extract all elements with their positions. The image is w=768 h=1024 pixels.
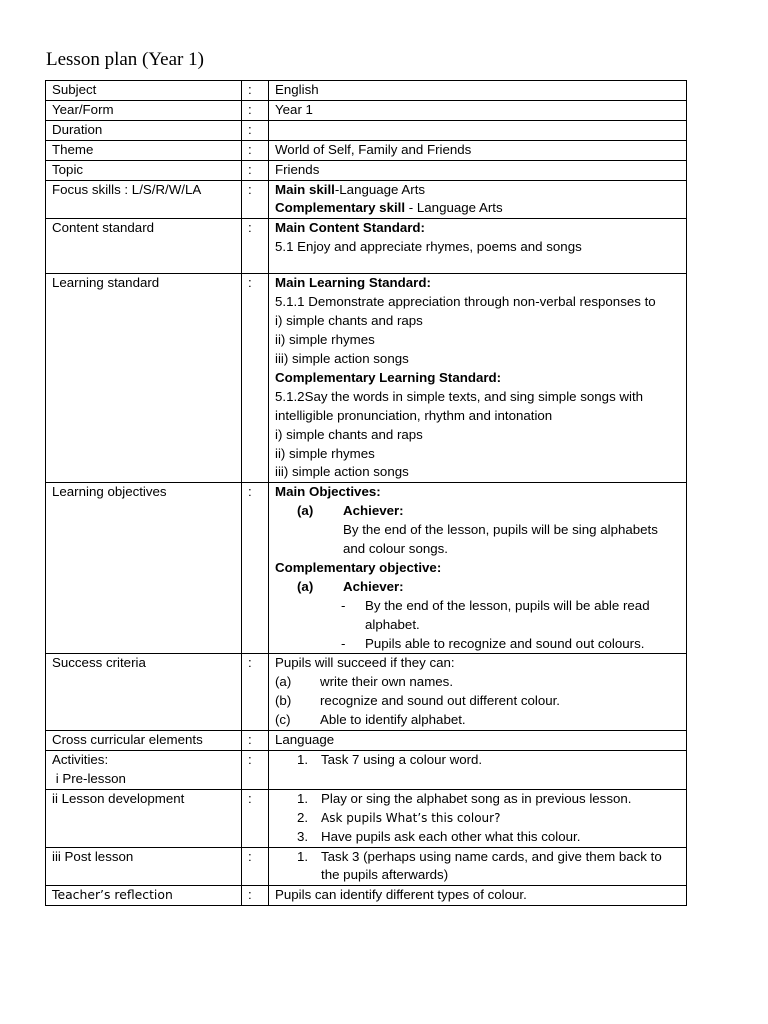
comp-learning-heading: Complementary Learning Standard: xyxy=(275,369,502,385)
main-objective-text: and colour songs. xyxy=(343,541,448,557)
row-activities xyxy=(46,751,687,790)
pre-lesson-value xyxy=(269,751,687,790)
colon: : xyxy=(242,81,269,101)
theme-value: World of Self, Family and Friends xyxy=(269,140,687,160)
row-year xyxy=(46,100,687,120)
activities-label xyxy=(46,751,242,790)
row-post-lesson xyxy=(46,847,687,886)
step-text: Have pupils ask each other what this colour. xyxy=(321,828,581,844)
year-value: Year 1 xyxy=(269,100,687,120)
criteria-marker: (c) xyxy=(275,712,291,728)
main-learning-line: i) simple chants and raps xyxy=(275,313,423,329)
content-label: Content standard xyxy=(46,219,242,274)
colon: : xyxy=(242,886,269,906)
comp-objective-item: By the end of the lesson, pupils will be able read xyxy=(365,597,650,613)
step-number: 3. xyxy=(297,828,309,844)
step-number: 2. xyxy=(297,809,309,825)
objective-marker: (a) xyxy=(297,578,314,594)
reflection-value: Pupils can identify different types of colour. xyxy=(269,886,687,906)
row-lesson-development xyxy=(46,789,687,847)
cross-value: Language xyxy=(269,731,687,751)
content-text: 5.1 Enjoy and appreciate rhymes, poems and songs xyxy=(275,239,582,255)
step-text: the pupils afterwards) xyxy=(321,867,449,883)
row-learning-objectives xyxy=(46,483,687,654)
content-value xyxy=(269,219,687,274)
topic-value: Friends xyxy=(269,160,687,180)
row-focus-skills xyxy=(46,180,687,219)
colon: : xyxy=(242,789,269,847)
main-objective-text: By the end of the lesson, pupils will be sing alphabets xyxy=(343,522,658,538)
criteria-item: write their own names. xyxy=(320,674,454,690)
step-text: Task 7 using a colour word. xyxy=(321,752,483,767)
year-label: Year/Form xyxy=(46,100,242,120)
dash-marker: - xyxy=(341,597,346,613)
theme-label: Theme xyxy=(46,140,242,160)
objectives-label: Learning objectives xyxy=(46,483,242,654)
objective-marker: (a) xyxy=(297,503,314,519)
pre-lesson-label: i Pre-lesson xyxy=(52,770,126,786)
main-skill-heading: Main skill xyxy=(275,181,335,197)
success-label: Success criteria xyxy=(46,654,242,731)
objectives-value xyxy=(269,483,687,654)
main-skill-text: -Language Arts xyxy=(334,181,426,197)
colon: : xyxy=(242,160,269,180)
colon: : xyxy=(242,120,269,140)
comp-learning-line: 5.1.2Say the words in simple texts, and sing simple songs with xyxy=(275,388,644,404)
colon: : xyxy=(242,654,269,731)
cross-label: Cross curricular elements xyxy=(46,731,242,751)
criteria-item: Able to identify alphabet. xyxy=(320,712,466,728)
criteria-marker: (a) xyxy=(275,674,292,690)
comp-learning-line: intelligible pronunciation, rhythm and intonation xyxy=(275,407,553,423)
main-learning-line: iii) simple action songs xyxy=(275,350,409,366)
row-learning-standard xyxy=(46,274,687,483)
colon: : xyxy=(242,100,269,120)
page-title: Lesson plan (Year 1) xyxy=(46,49,204,70)
main-learning-line: ii) simple rhymes xyxy=(275,332,375,348)
activities-heading: Activities: xyxy=(52,752,109,767)
comp-learning-line: i) simple chants and raps xyxy=(275,426,423,442)
dash-marker: - xyxy=(341,635,346,651)
comp-learning-line: iii) simple action songs xyxy=(275,464,409,480)
comp-objective-heading: Complementary objective: xyxy=(275,559,442,575)
row-success-criteria xyxy=(46,654,687,731)
comp-objective-item: Pupils able to recognize and sound out colours. xyxy=(365,635,645,651)
development-label: ii Lesson development xyxy=(46,789,242,847)
criteria-marker: (b) xyxy=(275,693,292,709)
step-number: 1. xyxy=(297,752,309,767)
main-learning-heading: Main Learning Standard: xyxy=(275,275,431,291)
row-topic xyxy=(46,160,687,180)
comp-objective-item: alphabet. xyxy=(365,616,420,632)
success-intro: Pupils will succeed if they can: xyxy=(275,655,455,671)
colon: : xyxy=(242,483,269,654)
content-heading: Main Content Standard: xyxy=(275,220,425,236)
achiever-heading: Achiever: xyxy=(343,503,404,519)
lesson-plan-table xyxy=(45,80,687,906)
step-text: Ask pupils What’s this colour? xyxy=(321,810,501,825)
development-value xyxy=(269,789,687,847)
row-reflection xyxy=(46,886,687,906)
criteria-item: recognize and sound out different colour. xyxy=(320,693,561,709)
comp-skill-heading: Complementary skill xyxy=(275,200,406,216)
learning-label: Learning standard xyxy=(46,274,242,483)
focus-label: Focus skills : L/S/R/W/LA xyxy=(46,180,242,219)
comp-skill-text: - Language Arts xyxy=(405,200,503,216)
colon: : xyxy=(242,731,269,751)
step-number: 1. xyxy=(297,848,309,864)
achiever-heading: Achiever: xyxy=(343,578,404,594)
duration-label: Duration xyxy=(46,120,242,140)
row-theme xyxy=(46,140,687,160)
step-number: 1. xyxy=(297,790,309,806)
colon: : xyxy=(242,180,269,219)
main-learning-line: 5.1.1 Demonstrate appreciation through non-verbal responses to xyxy=(275,294,656,310)
post-label: iii Post lesson xyxy=(46,847,242,886)
colon: : xyxy=(242,847,269,886)
step-text: Task 3 (perhaps using name cards, and give them back to xyxy=(321,848,662,864)
learning-value xyxy=(269,274,687,483)
colon: : xyxy=(242,274,269,483)
row-content-standard xyxy=(46,219,687,274)
colon: : xyxy=(242,219,269,274)
focus-value xyxy=(269,180,687,219)
reflection-label: Teacher’s reflection xyxy=(46,886,242,906)
colon: : xyxy=(242,751,269,790)
subject-label: Subject xyxy=(46,81,242,101)
step-text: Play or sing the alphabet song as in previous lesson. xyxy=(321,790,632,806)
main-objectives-heading: Main Objectives: xyxy=(275,484,381,500)
colon: : xyxy=(242,140,269,160)
row-duration xyxy=(46,120,687,140)
success-value xyxy=(269,654,687,731)
topic-label: Topic xyxy=(46,160,242,180)
row-subject xyxy=(46,81,687,101)
post-value xyxy=(269,847,687,886)
duration-value xyxy=(269,120,687,140)
row-cross-curricular xyxy=(46,731,687,751)
subject-value: English xyxy=(269,81,687,101)
comp-learning-line: ii) simple rhymes xyxy=(275,445,375,461)
